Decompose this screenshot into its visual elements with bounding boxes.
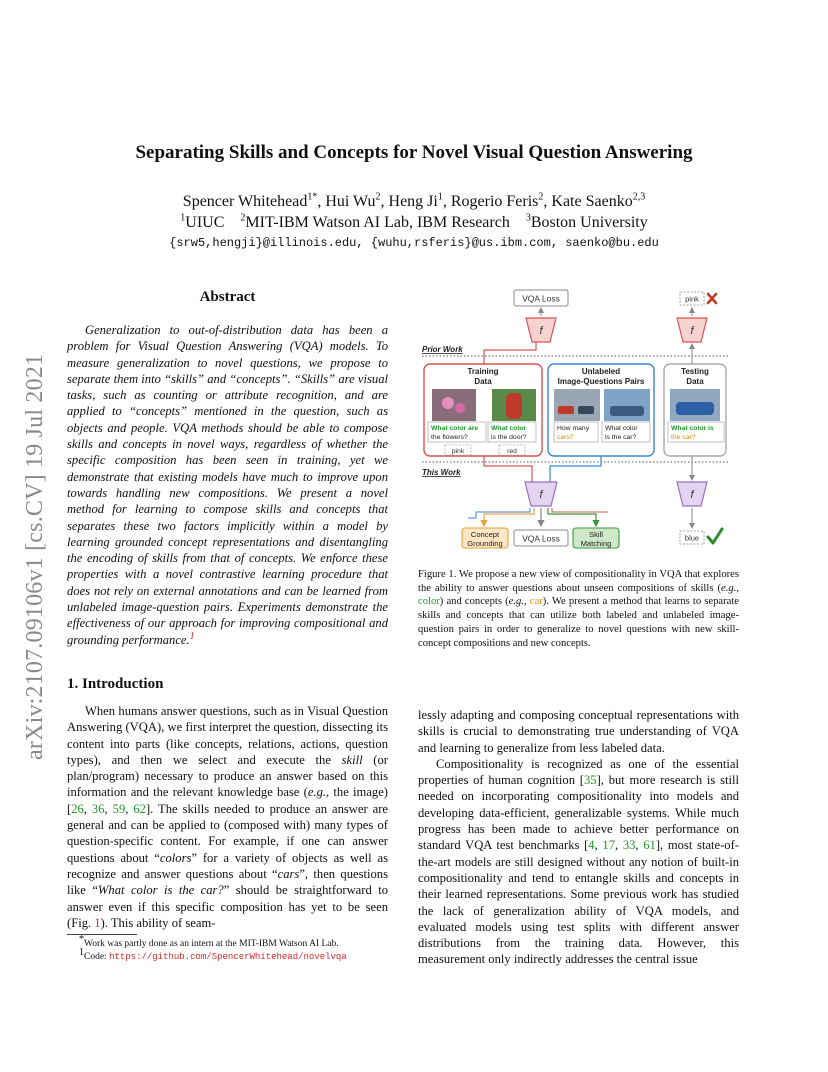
abstract-text: Generalization to out-of-distribution data has been a problem for Visual Question Answering (VQA) models. To measure generalization to novel questions, we propose to separate them into “skills” and “concepts”. “Skills” are visual tasks, such as counting or attribute recognition, and are applied to “concepts” mentioned in the question, such as objects and people. VQA methods should be able to compose skills and concepts in novel ways, regardless of whether the specific composition has been seen in training, yet we demonstrate that existing models have much to improve upon towards handling new compositions. We present a novel method for learning to compose skills and concepts that separates these two factors implicitly within a model by learning grounded concept representations and disentangling the encoding of skills from that of concepts. We enforce these properties with a novel contrastive learning procedure that does not rely on external annotations and can be learned from unlabeled image-question pairs. Experiments demonstrate the effectiveness of our approach for improving compositional and grounding performance.	[67, 323, 388, 647]
text-run: ”, then questions like “	[67, 866, 388, 898]
question-text: What color are	[431, 425, 479, 432]
question-text: is the door?	[491, 434, 527, 441]
answer-chip	[445, 445, 471, 455]
model-f-ours	[525, 482, 557, 506]
figure-diagram	[418, 286, 740, 554]
text-run: ” for a variety of objects as well as recognize and answer questions about “	[67, 850, 388, 881]
text-run: colors	[159, 850, 192, 865]
box-label: Skill	[589, 530, 603, 539]
text-run: Compositionality is recognized as one of the essential properties of human cognition [	[418, 756, 739, 788]
box-title: Data	[474, 377, 492, 386]
concept-word: car	[529, 596, 543, 608]
answer-pink-wrong	[680, 292, 704, 305]
question-card	[602, 422, 650, 442]
text-run: ,	[736, 582, 739, 594]
intro-heading: 1. Introduction	[67, 676, 164, 692]
flower-shape	[455, 403, 465, 413]
text-run: ). This ability of seam-	[100, 915, 216, 930]
question-text: What color	[491, 425, 527, 432]
text-run: (or plan/program) necessary to produce an answer based on this information and the relevant knowledge base (	[67, 752, 388, 800]
vqa-loss-bottom-box	[514, 530, 568, 546]
citation-link[interactable]: 17	[602, 838, 615, 853]
footnote-link[interactable]: 1	[189, 630, 195, 642]
author: Kate Saenko	[551, 193, 633, 210]
footnotes	[67, 933, 397, 964]
checkmark-icon	[708, 529, 722, 543]
pink-label: pink	[685, 294, 699, 304]
footnote-mark: *	[79, 933, 84, 945]
vqa-loss-label: VQA Loss	[522, 533, 560, 544]
text-run: e.g.	[721, 582, 737, 594]
flower-shape	[442, 397, 454, 409]
affiliation: MIT-IBM Watson AI Lab, IBM Research	[245, 214, 510, 231]
paragraph: Compositionality is recognized as one of the essential properties of human cognition [35], but more research is still needed on incorporating compositionality into models and developing data-efficient, generalizable systems. While much progress has been made to achieve better performance on standard VQA test benchmarks [4, 17, 33, 61], most state-of-the-art models are still designed without any notion of built-in compositionality and tend to entangle skills and concepts in their learned representations. Some previous work has studied the lack of generalization ability of VQA models, and evaluated models using test splits with different answer distributions from the training data. However, this measurement only indirectly addresses the central issue	[418, 756, 739, 967]
intro-body: When humans answer questions, such as in Visual Question Answering (VQA), we first interpret the question, dissecting its content into parts (like concepts, relations, actions, question types), and then we select and execute the skill (or plan/program) necessary to produce an answer based on this information and the relevant knowledge base (e.g., the image) [26, 36, 59, 62]. The skills needed to produce an answer are general and can be applied to (composed with) many types of question-specific content. For example, if one can answer questions about “colors” for a variety of objects as well as recognize and answer questions about “cars”, then questions like “What color is the car?” should be straightforward to answer even if this specific composition has yet to be seen (Fig. 1). This ability of seam-	[67, 704, 388, 930]
abstract-body	[67, 322, 388, 648]
abstract-heading: Abstract	[199, 289, 256, 305]
footnote	[67, 946, 397, 964]
answer-text: red	[507, 448, 517, 455]
cross-icon	[708, 294, 716, 303]
author: Heng Ji	[388, 193, 438, 210]
footnote-text: Code:	[84, 952, 110, 962]
arrow-blue	[468, 508, 530, 518]
paragraph: lessly adapting and composing conceptual representations with skills is crucial to demonstrating true understanding of VQA and learning to generalize from less labeled data.	[418, 708, 739, 755]
author-sup: 1*	[307, 191, 318, 203]
question-text: What color	[605, 425, 638, 432]
affiliation: Boston University	[530, 214, 648, 231]
box-title: Image-Questions Pairs	[557, 377, 645, 386]
text-run: ], but more research is still needed on incorporating compositionality into models and developing data-efficient, generalizable systems. While much progress has been made to achieve better performance on standard VQA test benchmarks [	[418, 773, 739, 853]
text-run: skill	[341, 752, 363, 767]
text-run: What color is the car?	[97, 883, 224, 898]
question-card	[554, 422, 598, 442]
text-run: , the image) [	[67, 785, 388, 816]
figure-1	[418, 286, 740, 554]
citation-link[interactable]: 4	[588, 838, 595, 853]
affil-sup: 2	[240, 212, 246, 224]
email-list: {srw5,hengji}@illinois.edu, {wuhu,rsferis}@us.ibm.com, saenko@bu.edu	[169, 236, 659, 250]
model-f-test-bottom	[677, 482, 707, 506]
affil-sup: 3	[525, 212, 531, 224]
arrow-red	[484, 342, 536, 364]
model-f-test-top	[677, 318, 707, 342]
figure-caption	[418, 568, 739, 650]
question-text: the flowers?	[431, 434, 468, 441]
citation-link[interactable]: 35	[583, 773, 597, 788]
affiliations	[0, 214, 828, 232]
author-sup: 1	[437, 191, 443, 203]
flowers-image	[432, 389, 476, 421]
car-image	[604, 389, 650, 421]
citation-link[interactable]: 33	[622, 838, 636, 853]
footnote	[67, 933, 397, 951]
box-title: Training	[467, 367, 499, 376]
author: Hui Wu	[325, 193, 376, 210]
text-run: When humans answer questions, such as in Visual Question Answering (VQA), we first interpret the question, dissecting its content into parts (like concepts, relations, actions, question types), and then we select and execute the	[67, 704, 388, 767]
blue-label: blue	[684, 533, 700, 543]
f-label: f	[539, 489, 543, 501]
arrow-orange	[484, 508, 534, 526]
author-sup: 2	[375, 191, 381, 203]
text-run: ) and concepts (	[439, 596, 509, 608]
concept-grounding-box	[462, 528, 508, 548]
question-text: How many	[557, 425, 590, 432]
f-label: f	[539, 325, 543, 337]
question-card	[428, 422, 486, 442]
footnote-divider	[67, 934, 137, 935]
box-title: Testing	[681, 367, 709, 376]
answer-text: pink	[451, 448, 465, 455]
author-sup: 2,3	[632, 191, 646, 203]
skill-word: color	[418, 596, 440, 608]
text-run: ,	[523, 596, 530, 608]
text-run: ” should be straightforward to answer even if this specific composition has yet to be seen (Fig.	[67, 883, 388, 930]
footnote-mark: 1	[79, 946, 84, 958]
text-run: e.g.	[307, 785, 327, 800]
affil-sup: 1	[180, 212, 186, 224]
citation-link[interactable]: 59	[112, 801, 126, 816]
author-list: Spencer Whitehead$^{1*}$, Hui Wu$^2$, Heng Ji$^1$, Rogerio Feris$^2$, Kate Saenko$^{2,3}$	[182, 191, 646, 210]
f-label: f	[690, 489, 694, 501]
text-run: cars	[277, 866, 300, 881]
text-run: Figure 1. We propose a new view of compositionality in VQA that explores the ability to answer questions about unseen compositions of skills (	[418, 569, 739, 594]
question-card	[488, 422, 536, 442]
box-title: Data	[686, 377, 704, 386]
figure-link[interactable]: 1	[94, 915, 101, 930]
code-link[interactable]: https://github.com/SpencerWhitehead/novelvqa	[109, 952, 347, 962]
author-sup: 2	[538, 191, 544, 203]
box-label: Concept	[470, 530, 500, 539]
text-run: e.g.	[508, 596, 524, 608]
f-label: f	[690, 325, 694, 337]
box-title: Unlabeled	[581, 367, 621, 376]
text-run: ). We present a method that learns to separate skills and concepts that can utilize both labeled and unlabeled image-question pairs in order to generalize to novel questions with new skill-concept compositions and new concepts.	[418, 596, 740, 649]
question-text: What color is	[671, 425, 714, 432]
arrow-red	[484, 456, 532, 482]
box-label: Matching	[580, 539, 612, 548]
answer-chip	[499, 445, 525, 455]
door-shape	[506, 393, 522, 419]
arrow-red	[552, 508, 608, 512]
citation-link[interactable]: 36	[91, 801, 105, 816]
citation-link[interactable]: 61	[643, 838, 656, 853]
author: Spencer Whitehead	[182, 193, 308, 210]
cars-image	[554, 389, 600, 421]
paper-title: Separating Skills and Concepts for Novel Visual Question Answering	[135, 142, 693, 163]
question-text: is the car?	[605, 434, 637, 441]
arrow-green	[548, 508, 596, 526]
this-work-label: This Work	[422, 468, 461, 477]
vqa-loss-label: VQA Loss	[522, 293, 560, 304]
vqa-loss-top-box	[514, 290, 568, 306]
citation-link[interactable]: 62	[133, 801, 146, 816]
question-text: the car?	[671, 434, 696, 441]
right-column-body	[418, 707, 739, 968]
question-text: cars?	[557, 434, 574, 441]
arxiv-identifier: arXiv:2107.09106v1 [cs.CV] 19 Jul 2021	[22, 353, 48, 760]
author: Rogerio Feris	[450, 193, 539, 210]
affiliation: UIUC	[185, 214, 225, 231]
footnote-text: Work was partly done as an intern at the MIT-IBM Watson AI Lab.	[84, 939, 339, 949]
text-run: ]. The skills needed to produce an answer are general and can be applied to (composed with) many types of question-specific content. For example, if one can answer questions about “	[67, 801, 388, 865]
box-label: Grounding	[467, 539, 503, 548]
arrow-blue	[550, 456, 601, 482]
citation-link[interactable]: 26	[71, 801, 84, 816]
text-run: ], most state-of-the-art models are still designed without any notion of built-in compositionality and tend to entangle skills and concepts in their learned representations. Some previous work has studied the lack of generalization ability of VQA models, and evaluated models using test splits with different answer distributions from the training data. However, this measurement only indirectly addresses the central issue	[418, 838, 739, 967]
answer-blue-correct	[680, 531, 704, 544]
model-f-prior	[526, 318, 556, 342]
question-card	[668, 422, 724, 442]
skill-matching-box	[573, 528, 619, 548]
prior-work-label: Prior Work	[422, 345, 463, 354]
